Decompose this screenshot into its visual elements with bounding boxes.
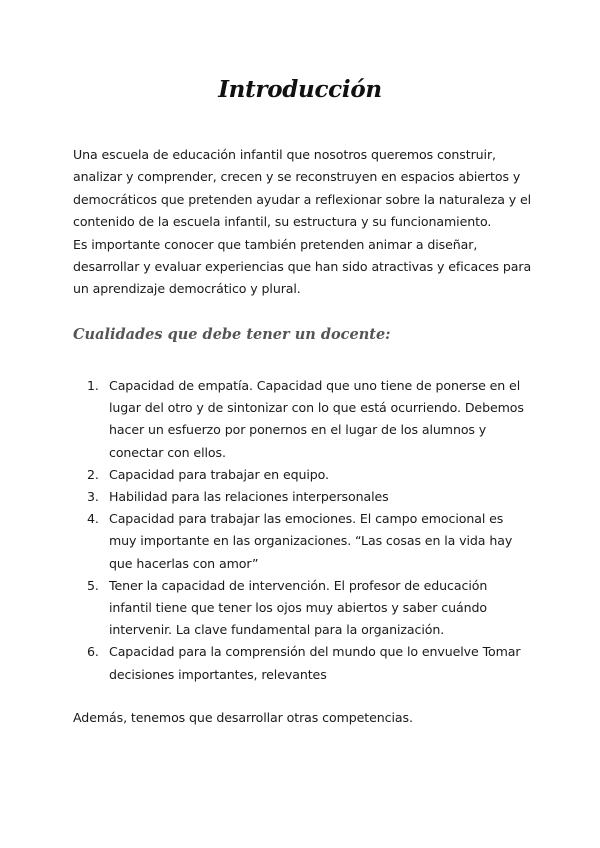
list-item-number: 3. [87, 489, 99, 505]
list-item [87, 486, 527, 508]
list-item [87, 575, 527, 642]
list-item-number: 2. [87, 466, 99, 482]
list-item [87, 464, 527, 486]
list-item-text: Tener la capacidad de intervención. El profesor de educación infantil tiene que tener los ojos muy abiertos y saber cuándo intervenir. La clave fundamental para la organización. [109, 577, 488, 638]
list-item-number: 6. [87, 644, 99, 660]
list-item [87, 641, 527, 685]
list-item-number: 1. [87, 378, 99, 393]
list-item-number: 5. [87, 577, 99, 593]
list-item-text: Habilidad para las relaciones interpersonales [109, 489, 389, 505]
intro-paragraph-2: Es importante conocer que también pretenden animar a diseñar, desarrollar y evaluar experiencias que han sido atractivas y eficaces para un aprendizaje democrático y plural. [73, 236, 532, 297]
section-subtitle: Cualidades que debe tener un docente: [73, 326, 391, 343]
list-item-text: Capacidad para trabajar las emociones. El campo emocional es muy importante en las organizaciones. “Las cosas en la vida hay que hacerlas con amor” [109, 511, 513, 571]
list-item [87, 508, 527, 575]
intro-paragraph-1: Una escuela de educación infantil que nosotros queremos construir, analizar y comprender, crecen y se reconstruyen en espacios abiertos y democráticos que pretenden ayudar a reflexionar sobre la naturaleza y el contenido de la escuela infantil, su estructura y su funcionamiento. [73, 147, 532, 230]
list-item-number: 4. [87, 511, 99, 527]
list-item-text: Capacidad para trabajar en equipo. [109, 466, 329, 482]
list-item [87, 375, 527, 464]
list-item-text: Capacidad para la comprensión del mundo que lo envuelve Tomar decisiones importantes, relevantes [109, 644, 521, 682]
list-item-text: Capacidad de empatía. Capacidad que uno tiene de ponerse en el lugar del otro y de sintonizar con lo que está ocurriendo. Debemos hacer un esfuerzo por ponernos en el lugar de los alumnos y conectar con ellos. [109, 378, 524, 460]
page-title: Introducción [218, 76, 382, 103]
intro-section [73, 144, 533, 301]
qualities-list [87, 375, 527, 686]
closing-paragraph: Además, tenemos que desarrollar otras competencias. [73, 710, 413, 725]
